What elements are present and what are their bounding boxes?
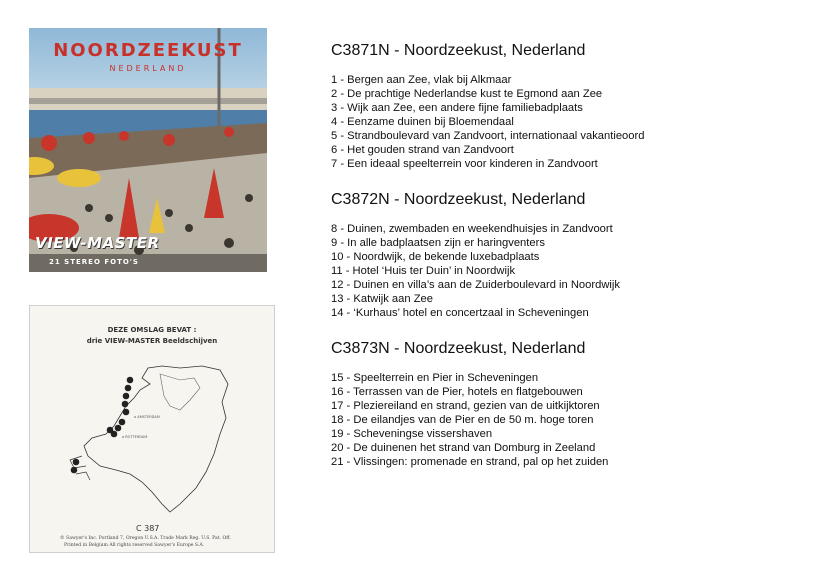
cover-title: NOORDZEEKUST <box>53 40 243 61</box>
list-item: 3 - Wijk aan Zee, een andere fijne familiebadplaats <box>331 102 583 114</box>
list-item: 16 - Terrassen van de Pier, hotels en flatgebouwen <box>331 386 583 398</box>
product-code: C 387 <box>136 524 160 533</box>
printed-line: Printed in Belgium All rights reserved Sawyer's Europe S.A. <box>64 543 205 548</box>
back-cover-image <box>29 305 275 553</box>
set-items <box>331 371 801 469</box>
set-title: C3871N - Noordzeekust, Nederland <box>331 42 586 59</box>
list-item: 21 - Vlissingen: promenade en strand, pal op het zuiden <box>331 456 609 468</box>
reel-set-1 <box>331 42 801 171</box>
list-item: 17 - Pleziereiland en strand, gezien van de uitkijktoren <box>331 400 600 412</box>
back-subheading: drie VIEW-MASTER Beeldschijven <box>86 337 218 345</box>
set-title: C3873N - Noordzeekust, Nederland <box>331 340 586 357</box>
list-item: 15 - Speelterrein en Pier in Scheveningen <box>331 372 539 384</box>
list-item: 7 - Een ideaal speelterrein voor kinderen in Zandvoort <box>331 158 598 170</box>
viewmaster-logo: VIEW-MASTER <box>33 234 161 252</box>
set-items <box>331 222 801 320</box>
back-heading: DEZE OMSLAG BEVAT : <box>107 326 197 334</box>
list-item: 4 - Eenzame duinen bij Bloemendaal <box>331 116 514 128</box>
list-item: 14 - ‘Kurhaus’ hotel en concertzaal in Scheveningen <box>331 307 589 319</box>
list-item: 18 - De eilandjes van de Pier en de 50 m. hoge toren <box>331 414 594 426</box>
list-item: 5 - Strandboulevard van Zandvoort, internationaal vakantieoord <box>331 130 645 142</box>
stereo-count: 21 STEREO FOTO'S <box>49 258 139 266</box>
set-title: C3872N - Noordzeekust, Nederland <box>331 191 586 208</box>
front-cover-image <box>29 28 267 272</box>
list-item: 20 - De duinenen het strand van Domburg in Zeeland <box>331 442 596 454</box>
reel-set-3 <box>331 340 801 469</box>
list-item: 6 - Het gouden strand van Zandvoort <box>331 144 514 156</box>
cover-subtitle: NEDERLAND <box>109 64 187 73</box>
list-item: 13 - Katwijk aan Zee <box>331 293 433 305</box>
list-item: 12 - Duinen en villa’s aan de Zuiderboulevard in Noordwijk <box>331 279 620 291</box>
list-item: 19 - Scheveningse vissershaven <box>331 428 493 440</box>
reel-listing <box>331 42 801 489</box>
list-item: 1 - Bergen aan Zee, vlak bij Alkmaar <box>331 74 512 86</box>
svg-text:o AMSTERDAM: o AMSTERDAM <box>134 415 160 419</box>
reel-set-2 <box>331 191 801 320</box>
copyright-line: © Sawyer's Inc. Portland 7, Oregon U.S.A. Trade Mark Reg. U.S. Pat. Off. <box>60 536 231 541</box>
list-item: 9 - In alle badplaatsen zijn er haringventers <box>331 237 545 249</box>
svg-text:o ROTTERDAM: o ROTTERDAM <box>122 435 148 439</box>
list-item: 2 - De prachtige Nederlandse kust te Egmond aan Zee <box>331 88 603 100</box>
list-item: 8 - Duinen, zwembaden en weekendhuisjes in Zandvoort <box>331 223 613 235</box>
list-item: 10 - Noordwijk, de bekende luxebadplaats <box>331 251 540 263</box>
list-item: 11 - Hotel ‘Huis ter Duin’ in Noordwijk <box>331 265 516 277</box>
set-items <box>331 73 801 171</box>
